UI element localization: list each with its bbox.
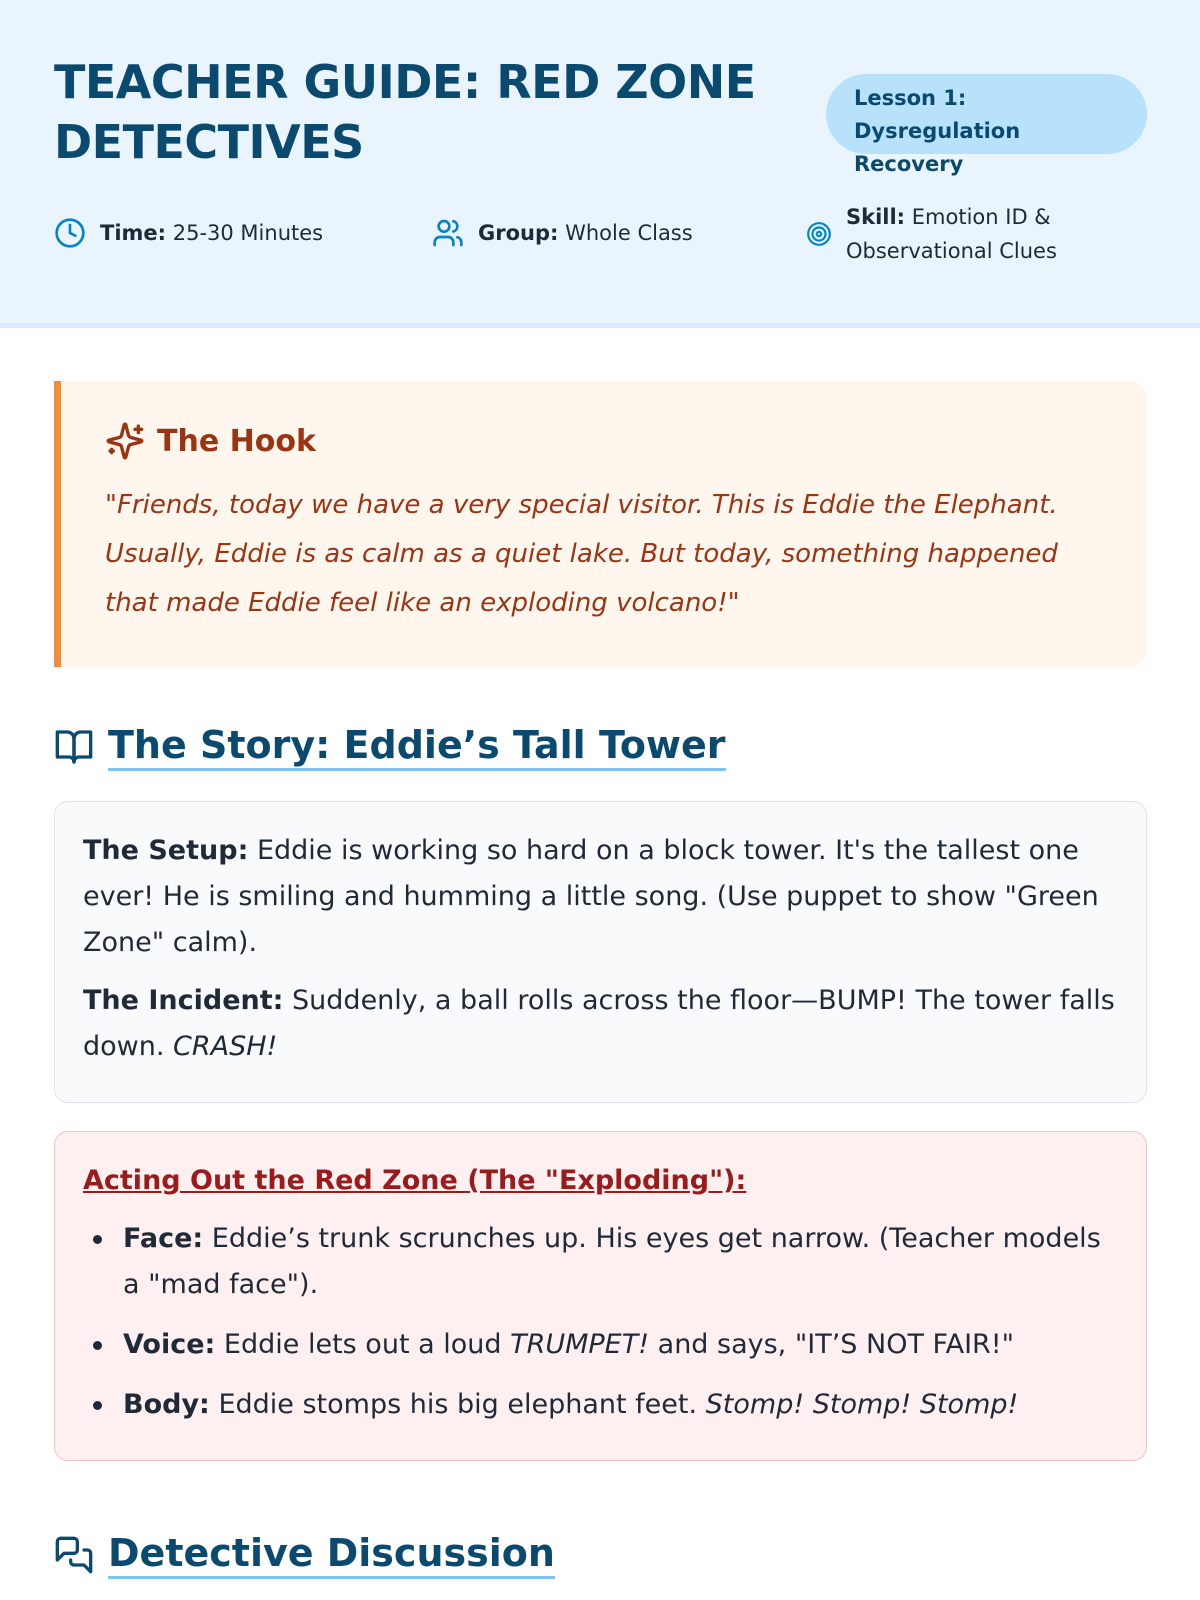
book-open-icon [54, 727, 94, 767]
sparkles-icon [105, 421, 145, 461]
story-card [54, 801, 1147, 1103]
item-text: Eddie stomps his big elephant feet. [209, 1389, 706, 1420]
item-label: Face: [123, 1223, 204, 1254]
story-incident [83, 978, 1118, 1070]
time-value: 25-30 Minutes [172, 221, 324, 245]
hook-text: "Friends, today we have a very special visitor. This is Eddie the Elephant. Usually, Eddie is as calm as a quiet lake. But today, something happened that made Eddie feel like an exploding volcano!" [105, 490, 1058, 618]
group-value: Whole Class [565, 221, 693, 245]
item-emphasis: TRUMPET! [510, 1329, 650, 1360]
item-text: Eddie’s trunk scrunches up. His eyes get narrow. (Teacher models a "mad face"). [123, 1223, 1101, 1300]
list-item [83, 1216, 1118, 1308]
group-label: Group: [478, 221, 559, 245]
story-heading [54, 722, 726, 771]
item-text: Eddie lets out a loud [215, 1329, 511, 1360]
chat-bubbles-icon [54, 1535, 94, 1575]
users-icon [432, 217, 464, 249]
item-label: Body: [123, 1389, 210, 1420]
hook-title [105, 421, 316, 461]
target-icon [806, 221, 832, 247]
item-emphasis: Stomp! Stomp! Stomp! [705, 1389, 1019, 1420]
meta-skill [806, 200, 1106, 268]
list-item [83, 1322, 1118, 1368]
discussion-heading-text: Detective Discussion [108, 1530, 555, 1579]
incident-emphasis: CRASH! [173, 1031, 278, 1062]
incident-text: Suddenly, a ball rolls across the floor—BUMP! The tower falls down. [83, 985, 1115, 1062]
list-item [83, 1382, 1118, 1428]
item-label: Voice: [123, 1329, 216, 1360]
setup-label: The Setup: [83, 835, 249, 866]
hook-card [54, 381, 1147, 667]
meta-time [54, 216, 323, 250]
lesson-badge: Lesson 1: Dysregulation Recovery [826, 74, 1147, 154]
setup-text: Eddie is working so hard on a block tower. It's the tallest one ever! He is smiling and humming a little song. (Use puppet to show "Green Zone" calm). [83, 835, 1099, 958]
skill-value: Emotion ID & Observational Clues [846, 205, 1057, 263]
hook-title-text: The Hook [157, 423, 316, 459]
red-zone-card [54, 1131, 1147, 1461]
meta-group [432, 216, 693, 250]
discussion-heading [54, 1530, 555, 1579]
time-label: Time: [100, 221, 167, 245]
incident-label: The Incident: [83, 985, 284, 1016]
page-title: TEACHER GUIDE: RED ZONE DETECTIVES [54, 55, 756, 169]
skill-label: Skill: [846, 205, 906, 229]
story-setup [83, 828, 1118, 966]
clock-icon [54, 217, 86, 249]
red-zone-list [83, 1216, 1118, 1428]
item-tail: and says, "IT’S NOT FAIR!" [649, 1329, 1015, 1360]
red-zone-title: Acting Out the Red Zone (The "Exploding"): [83, 1165, 747, 1196]
story-heading-text: The Story: Eddie’s Tall Tower [108, 722, 726, 771]
page-header [0, 0, 1200, 328]
